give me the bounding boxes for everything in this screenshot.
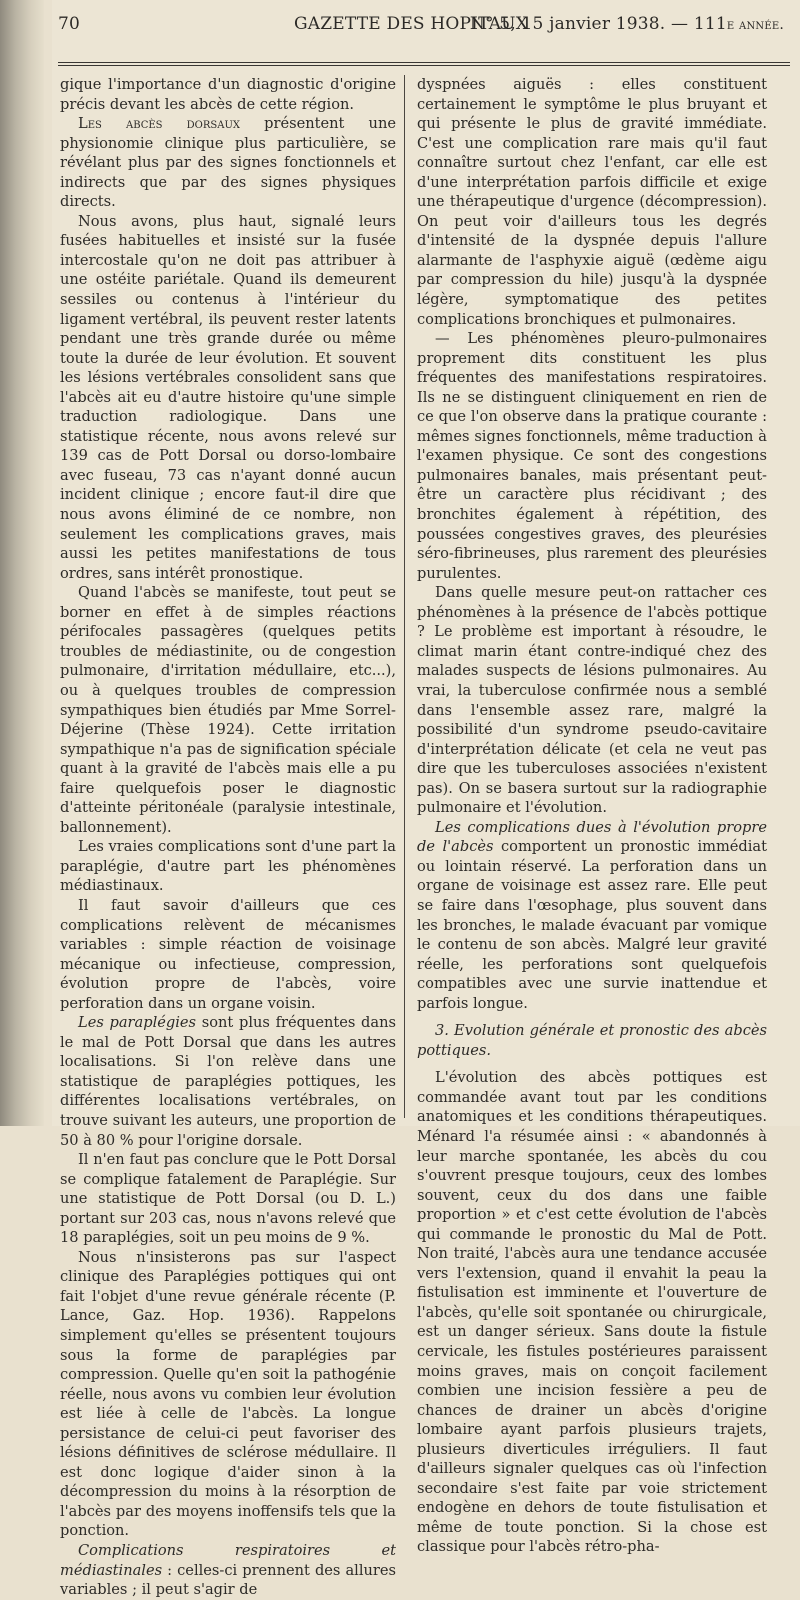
running-header xyxy=(58,10,790,34)
run-in-heading: Les complications dues à l'évolution propre de l'abcès xyxy=(417,818,767,856)
paragraph: gique l'importance d'un diagnostic d'origine précis devant les abcès de cette région. xyxy=(60,76,396,113)
paragraph-text: comportent un pronostic immédiat ou lointain réservé. La perforation dans un organe de voisinage est assez rare. Elle peut se faire dans l'œsophage, plus souvent dans les bronches, le malade évacuant par vomique le contenu de son abcès. Malgré leur gravité réelle, les perforations sont quelquefois compatibles avec une survie inattendue et parfois longue. xyxy=(417,838,767,1012)
issue-info xyxy=(470,14,784,34)
column-divider xyxy=(404,75,405,1118)
paragraph: Il faut savoir d'ailleurs que ces complications relèvent de mécanismes variables : simple réaction de voisinage mécanique ou infectieuse, compression, évolution propre de l'abcès, voire perforation dans un organe voisin. xyxy=(60,896,396,1012)
right-column xyxy=(417,75,767,1557)
paragraph xyxy=(60,1013,396,1150)
paragraph xyxy=(417,818,767,1013)
run-in-heading: Complications respiratoires et médiastinales xyxy=(60,1542,396,1579)
left-column xyxy=(60,75,396,1600)
issue-date: N° 5, 15 janvier 1938. — 111 xyxy=(469,14,727,34)
paragraph-text: présentent une physionomie clinique plus particulière, se révélant plus par des signes fonctionnels et indirects que par des signes physiques directs. xyxy=(60,115,396,211)
issue-year-suffix: e année. xyxy=(726,17,784,33)
paragraph-text: : celles-ci prennent des allures variables ; il peut s'agir de xyxy=(60,1561,396,1599)
paragraph xyxy=(60,114,396,212)
paragraph: Nous avons, plus haut, signalé leurs fusées habituelles et insisté sur la fusée intercostale qu'on ne doit pas attribuer à une ostéite pariétale. Quand ils demeurent sessiles ou contenus à l'intérieur du ligament vertébral, ils peuvent rester latents pendant une très grande durée ou même toute la durée de leur évolution. Et souvent les lésions vertébrales consolident sans que l'abcès ait eu d'autre histoire qu'une simple traduction radiologique. Dans une statistique récente, nous avons relevé sur 139 cas de Pott Dorsal ou dorso-lombaire avec fuseau, 73 cas n'ayant donné aucun incident clinique ; encore faut-il dire que nous avons éliminé de ce nombre, non seulement les complications graves, mais aussi les petites manifestations de tous ordres, sans intérêt pronostique. xyxy=(60,212,396,582)
paragraph-text: sont plus fréquentes dans le mal de Pott Dorsal que dans les autres localisations. Si l'on relève dans une statistique de paraplégies pottiques, les différentes localisations vertébrales, on trouve suivant les auteurs, une proportion de 50 à 80 % pour l'origine dorsale. xyxy=(60,1014,396,1149)
paragraph: Quand l'abcès se manifeste, tout peut se borner en effet à de simples réactions périfocales passagères (quelques petits troubles de médiastinite, ou de congestion pulmonaire, d'irritation médullaire, etc...), ou à quelques troubles de compression sympathiques bien étudiés par Mme Sorrel-Déjerine (Thèse 1924). Cette irritation sympathique n'a pas de signification spéciale quant à la gravité de l'abcès mais elle a pu faire quelquefois poser le diagnostic d'atteinte péritonéale (paralysie intestinale, ballonnement). xyxy=(60,584,396,836)
paragraph: Nous n'insisterons pas sur l'aspect clinique des Paraplégies pottiques qui ont fait l'objet d'une revue générale récente (P. Lance, Gaz. Hop. 1936). Rappelons simplement qu'elles se présentent toujours sous la forme de paraplégies par compression. Quelle qu'en soit la pathogénie réelle, nous avons vu combien leur évolution est liée à celle de l'abcès. La longue persistance de celui-ci peut favoriser des lésions définitives de sclérose médullaire. Il est donc logique d'aider sinon à la décompression du moins à la résorption de l'abcès par des moyens inoffensifs tels que la ponction. xyxy=(60,1248,396,1540)
run-in-heading: Les abcès dorsaux xyxy=(78,115,241,133)
paragraph: — Les phénomènes pleuro-pulmonaires proprement dits constituent les plus fréquentes des manifestations respiratoires. Ils ne se distinguent cliniquement en rien de ce que l'on observe dans la pratique courante : mêmes signes fonctionnels, même traduction à l'examen physique. Ce sont des congestions pulmonaires banales, mais présentant peut-être un caractère plus récidivant ; des bronchites également à répétition, des poussées congestives graves, des pleurésies séro-fibrineuses, plus rarement des pleurésies purulentes. xyxy=(417,330,767,582)
run-in-heading: Les paraplégies xyxy=(78,1014,197,1032)
journal-title: GAZETTE DES HOPITAUX xyxy=(294,14,529,34)
page-number: 70 xyxy=(58,14,81,34)
paragraph: Les vraies complications sont d'une part la paraplégie, d'autre part les phénomènes médiastinaux. xyxy=(60,838,396,895)
paragraph: Il n'en faut pas conclure que le Pott Dorsal se complique fatalement de Paraplégie. Sur une statistique de Pott Dorsal (ou D. L.) portant sur 203 cas, nous n'avons relevé que 18 paraplégies, soit un peu moins de 9 %. xyxy=(60,1151,396,1247)
paragraph: Dans quelle mesure peut-on rattacher ces phénomènes à la présence de l'abcès pottique ? Le problème est important à résoudre, le climat marin étant contre-indiqué chez des malades suspects de lésions pulmonaires. Au vrai, la tuberculose confirmée nous a semblé dans l'ensemble assez rare, malgré la possibilité d'un syndrome pseudo-cavitaire d'interprétation délicate (et cela ne veut pas dire que les tuberculoses associées n'existent pas). On se basera surtout sur la radiographie pulmonaire et l'évolution. xyxy=(417,584,767,817)
paragraph: L'évolution des abcès pottiques est commandée avant tout par les conditions anatomiques et les conditions thérapeutiques. Ménard l'a résumée ainsi : « abandonnés à leur marche spontanée, les abcès du cou s'ouvrent presque toujours, ceux des lombes souvent, ceux du dos dans une faible proportion » et c'est cette évolution de l'abcès qui commande le pronostic du Mal de Pott. Non traité, l'abcès aura une tendance accusée vers l'extension, quand il envahit la peau la fistulisation est imminente et l'ouverture de l'abcès, qu'elle soit spontanée ou chirurgicale, est un danger sérieux. Sans doute la fistule cervicale, les fistules postérieures paraissent moins graves, mais on conçoit facilement combien une incision fessière a peu de chances de drainer un abcès d'origine lombaire ayant parfois plusieurs trajets, plusieurs diverticules irréguliers. Il faut d'ailleurs signaler quelques cas où l'infection secondaire s'est faite par voie strictement endogène en dehors de toute fistulisation et même de toute ponction. Si la chose est classique pour l'abcès rétro-pha- xyxy=(417,1069,767,1556)
paragraph xyxy=(60,1541,396,1600)
paragraph: dyspnées aiguës : elles constituent certainement le symptôme le plus bruyant et qui présente le plus de gravité immédiate. C'est une complication rare mais qu'il faut connaître surtout chez l'enfant, car elle est d'une interprétation parfois difficile et exige une thérapeutique d'urgence (décompression). On peut voir d'ailleurs tous les degrés d'intensité de la dyspnée depuis l'allure alarmante de l'asphyxie aiguë (œdème aigu par compression du hile) jusqu'à la dyspnée légère, symptomatique des petites complications bronchiques et pulmonaires. xyxy=(417,76,767,328)
book-binding-shadow xyxy=(0,0,44,1126)
header-rule xyxy=(58,62,790,63)
header-rule-thin xyxy=(58,65,790,66)
section-heading: 3. Evolution générale et pronostic des abcès pottiques. xyxy=(417,1022,767,1059)
